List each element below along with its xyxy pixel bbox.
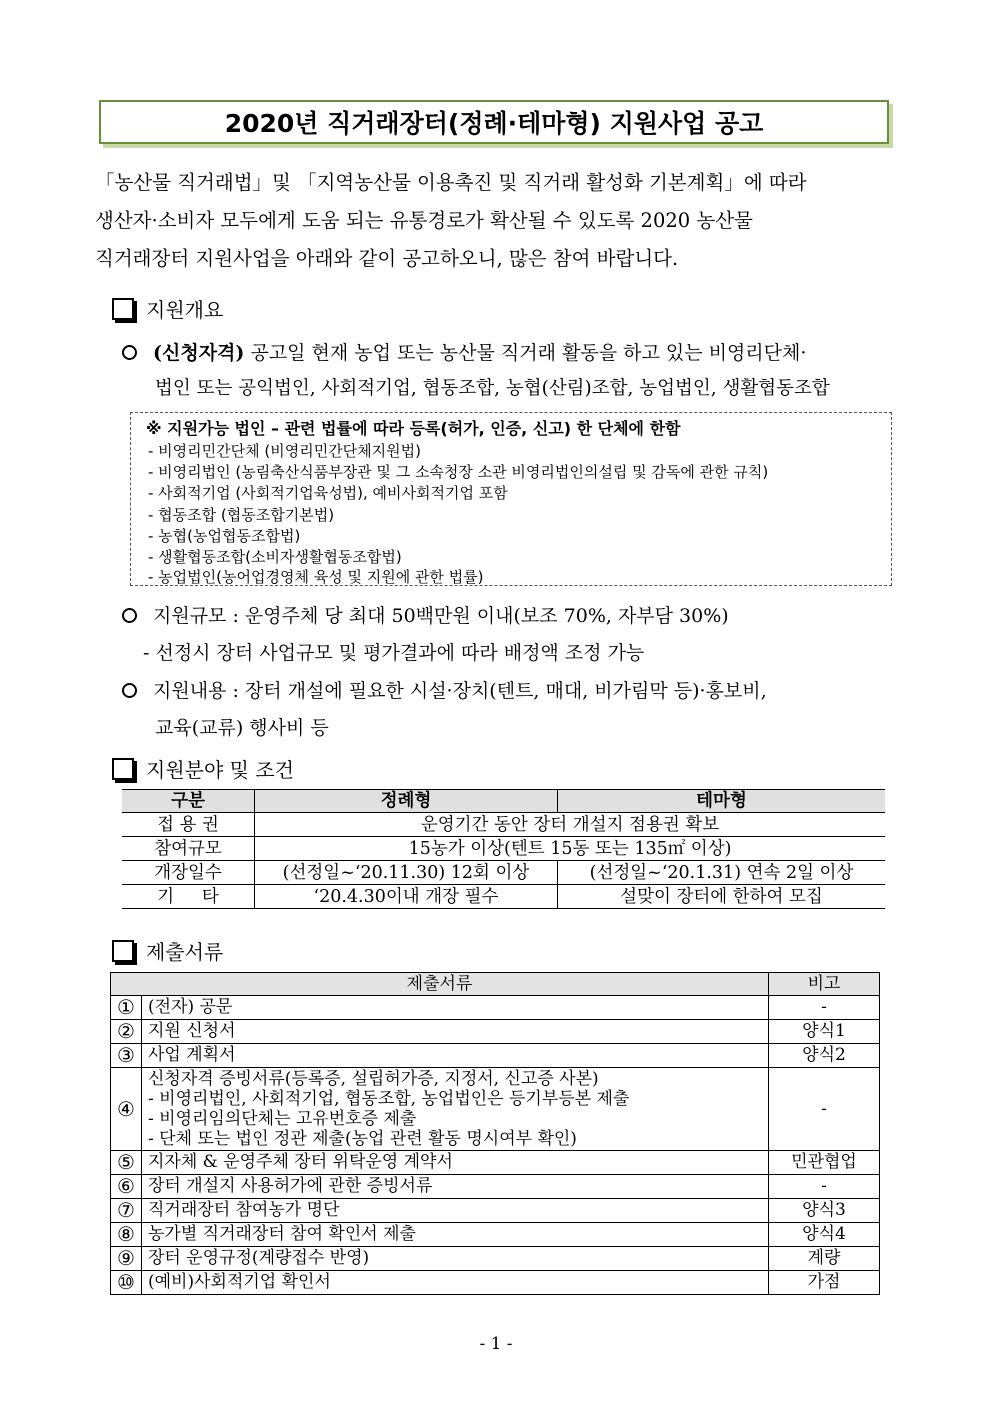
doc-cell: 지자체 & 운영주체 장터 위탁운영 계약서 [142, 1151, 769, 1175]
scale-sub-line: - 선정시 장터 사업규모 및 평가결과에 따라 배정액 조정 가능 [143, 642, 645, 664]
table-row [111, 1199, 880, 1223]
table-row [111, 1151, 880, 1175]
section-title: 지원개요 [146, 298, 224, 322]
note-item: - 협동조합 (협동조합기본법) [148, 506, 335, 524]
conditions-table [122, 789, 885, 909]
doc-line: - 비영리법인, 사회적기업, 협동조합, 농업법인은 등기부등본 제출 [148, 1089, 630, 1109]
row-label: 접 용 권 [122, 813, 255, 837]
note-item: - 생활협동조합(소비자생활협동조합법) [148, 548, 402, 566]
intro-line: 「농산물 직거래법」및 「지역농산물 이용촉진 및 직거래 활성화 기본계획」에 따라 [95, 171, 807, 194]
note-item: - 비영리민간단체 (비영리민간단체지원법) [148, 442, 421, 460]
table-header: 구분 [122, 790, 255, 813]
section-title: 지원분야 및 조건 [146, 758, 294, 782]
checkbox-square-icon [112, 940, 134, 962]
row-number: ⑧ [111, 1223, 142, 1247]
note-cell: - [769, 1068, 880, 1151]
note-cell: 민관협업 [769, 1151, 880, 1175]
content-text: 지원내용 : 장터 개설에 필요한 시설·장치(텐트, 매대, 비가림막 등)·홍보비, [153, 680, 767, 702]
merged-cell: 운영기간 동안 장터 개설지 점용권 확보 [255, 813, 886, 837]
table-row [111, 996, 880, 1020]
eligibility-line [122, 338, 806, 365]
scale-text: 지원규모 : 운영주체 당 최대 50백만원 이내(보조 70%, 자부담 30%) [153, 605, 729, 627]
note-title: ※ 지원가능 법인 – 관련 법률에 따라 등록(허가, 인증, 신고) 한 단체에 한함 [146, 419, 681, 438]
table-row [111, 1175, 880, 1199]
doc-line: - 비영리임의단체는 고유번호증 제출 [148, 1109, 417, 1129]
section-heading-conditions [112, 754, 294, 783]
doc-cell: (전자) 공문 [142, 996, 769, 1020]
doc-cell: 사업 계획서 [142, 1044, 769, 1068]
circle-bullet-icon [122, 683, 137, 698]
table-row [111, 1271, 880, 1295]
table-header: 비고 [769, 973, 880, 996]
intro-paragraph [95, 164, 897, 278]
regular-cell: ‘20.4.30이내 개장 필수 [255, 885, 558, 909]
note-cell: 양식2 [769, 1044, 880, 1068]
note-cell: 계량 [769, 1247, 880, 1271]
note-item: - 농협(농업협동조합법) [148, 527, 301, 545]
row-label: 기 타 [122, 885, 255, 909]
doc-cell: (예비)사회적기업 확인서 [142, 1271, 769, 1295]
row-number: ③ [111, 1044, 142, 1068]
checkbox-square-icon [112, 298, 134, 320]
eligibility-text: 공고일 현재 농업 또는 농산물 직거래 활동을 하고 있는 비영리단체· [250, 342, 807, 364]
checkbox-square-icon [112, 758, 134, 780]
table-header: 테마형 [558, 790, 886, 813]
note-cell: 양식3 [769, 1199, 880, 1223]
doc-cell: 장터 개설지 사용허가에 관한 증빙서류 [142, 1175, 769, 1199]
table-header-row [111, 973, 880, 996]
theme-cell: (선정일~‘20.1.31) 연속 2일 이상 [558, 861, 886, 885]
table-row [122, 837, 885, 861]
doc-cell: 장터 운영규정(계량접수 반영) [142, 1247, 769, 1271]
note-cell: 양식1 [769, 1020, 880, 1044]
doc-cell: 지원 신청서 [142, 1020, 769, 1044]
table-row [122, 885, 885, 909]
row-number: ⑨ [111, 1247, 142, 1271]
section-heading-overview [112, 294, 223, 323]
row-number: ② [111, 1020, 142, 1044]
note-cell: 가점 [769, 1271, 880, 1295]
table-header: 정례형 [255, 790, 558, 813]
row-number: ⑩ [111, 1271, 142, 1295]
note-cell: 양식4 [769, 1223, 880, 1247]
table-row [111, 1247, 880, 1271]
note-cell: - [769, 996, 880, 1020]
section-heading-documents [112, 936, 223, 965]
doc-cell: 농가별 직거래장터 참여 확인서 제출 [142, 1223, 769, 1247]
note-item: - 농업법인(농어업경영체 육성 및 지원에 관한 법률) [148, 568, 484, 586]
doc-line: 신청자격 증빙서류(등록증, 설립허가증, 지정서, 신고증 사본) [148, 1069, 599, 1089]
row-number: ⑥ [111, 1175, 142, 1199]
row-number: ④ [111, 1068, 142, 1151]
row-number: ① [111, 996, 142, 1020]
table-header-row [122, 790, 885, 813]
page-number: - 1 - [479, 1334, 513, 1354]
page-title: 2020년 직거래장터(정례·테마형) 지원사업 공고 [224, 109, 764, 138]
doc-cell: 직거래장터 참여농가 명단 [142, 1199, 769, 1223]
note-item: - 비영리법인 (농림축산식품부장관 및 그 소속청장 소관 비영리법인의설립 및 감독에 관한 규칙) [148, 463, 769, 481]
note-cell: - [769, 1175, 880, 1199]
documents-table [110, 972, 880, 1295]
row-label: 개장일수 [122, 861, 255, 885]
table-header: 제출서류 [111, 973, 769, 996]
content-line-2: 교육(교류) 행사비 등 [155, 717, 329, 739]
table-row [111, 1068, 880, 1151]
scale-line [122, 601, 729, 628]
circle-bullet-icon [122, 345, 137, 360]
theme-cell: 설맞이 장터에 한하여 모집 [558, 885, 886, 909]
intro-line: 직거래장터 지원사업을 아래와 같이 공고하오니, 많은 참여 바랍니다. [95, 247, 679, 270]
note-box [130, 412, 892, 586]
table-row [122, 861, 885, 885]
circle-bullet-icon [122, 608, 137, 623]
row-number: ⑤ [111, 1151, 142, 1175]
intro-line: 생산자·소비자 모두에게 도움 되는 유통경로가 확산될 수 있도록 2020 농산물 [95, 209, 753, 232]
eligibility-label: (신청자격) [153, 342, 245, 364]
eligibility-line-2: 법인 또는 공익법인, 사회적기업, 협동조합, 농협(산림)조합, 농업법인, 생활협동조합 [155, 378, 830, 399]
row-number: ⑦ [111, 1199, 142, 1223]
section-title: 제출서류 [146, 940, 224, 964]
doc-line: - 단체 또는 법인 정관 제출(농업 관련 활동 명시여부 확인) [148, 1129, 577, 1149]
doc-cell-multiline [142, 1068, 769, 1151]
row-label: 참여규모 [122, 837, 255, 861]
title-box [99, 100, 889, 144]
content-line [122, 676, 767, 703]
table-row [111, 1020, 880, 1044]
merged-cell: 15농가 이상(텐트 15동 또는 135㎡ 이상) [255, 837, 886, 861]
regular-cell: (선정일~‘20.11.30) 12회 이상 [255, 861, 558, 885]
table-row [122, 813, 885, 837]
table-row [111, 1044, 880, 1068]
note-item: - 사회적기업 (사회적기업육성법), 예비사회적기업 포함 [148, 484, 508, 502]
table-row [111, 1223, 880, 1247]
